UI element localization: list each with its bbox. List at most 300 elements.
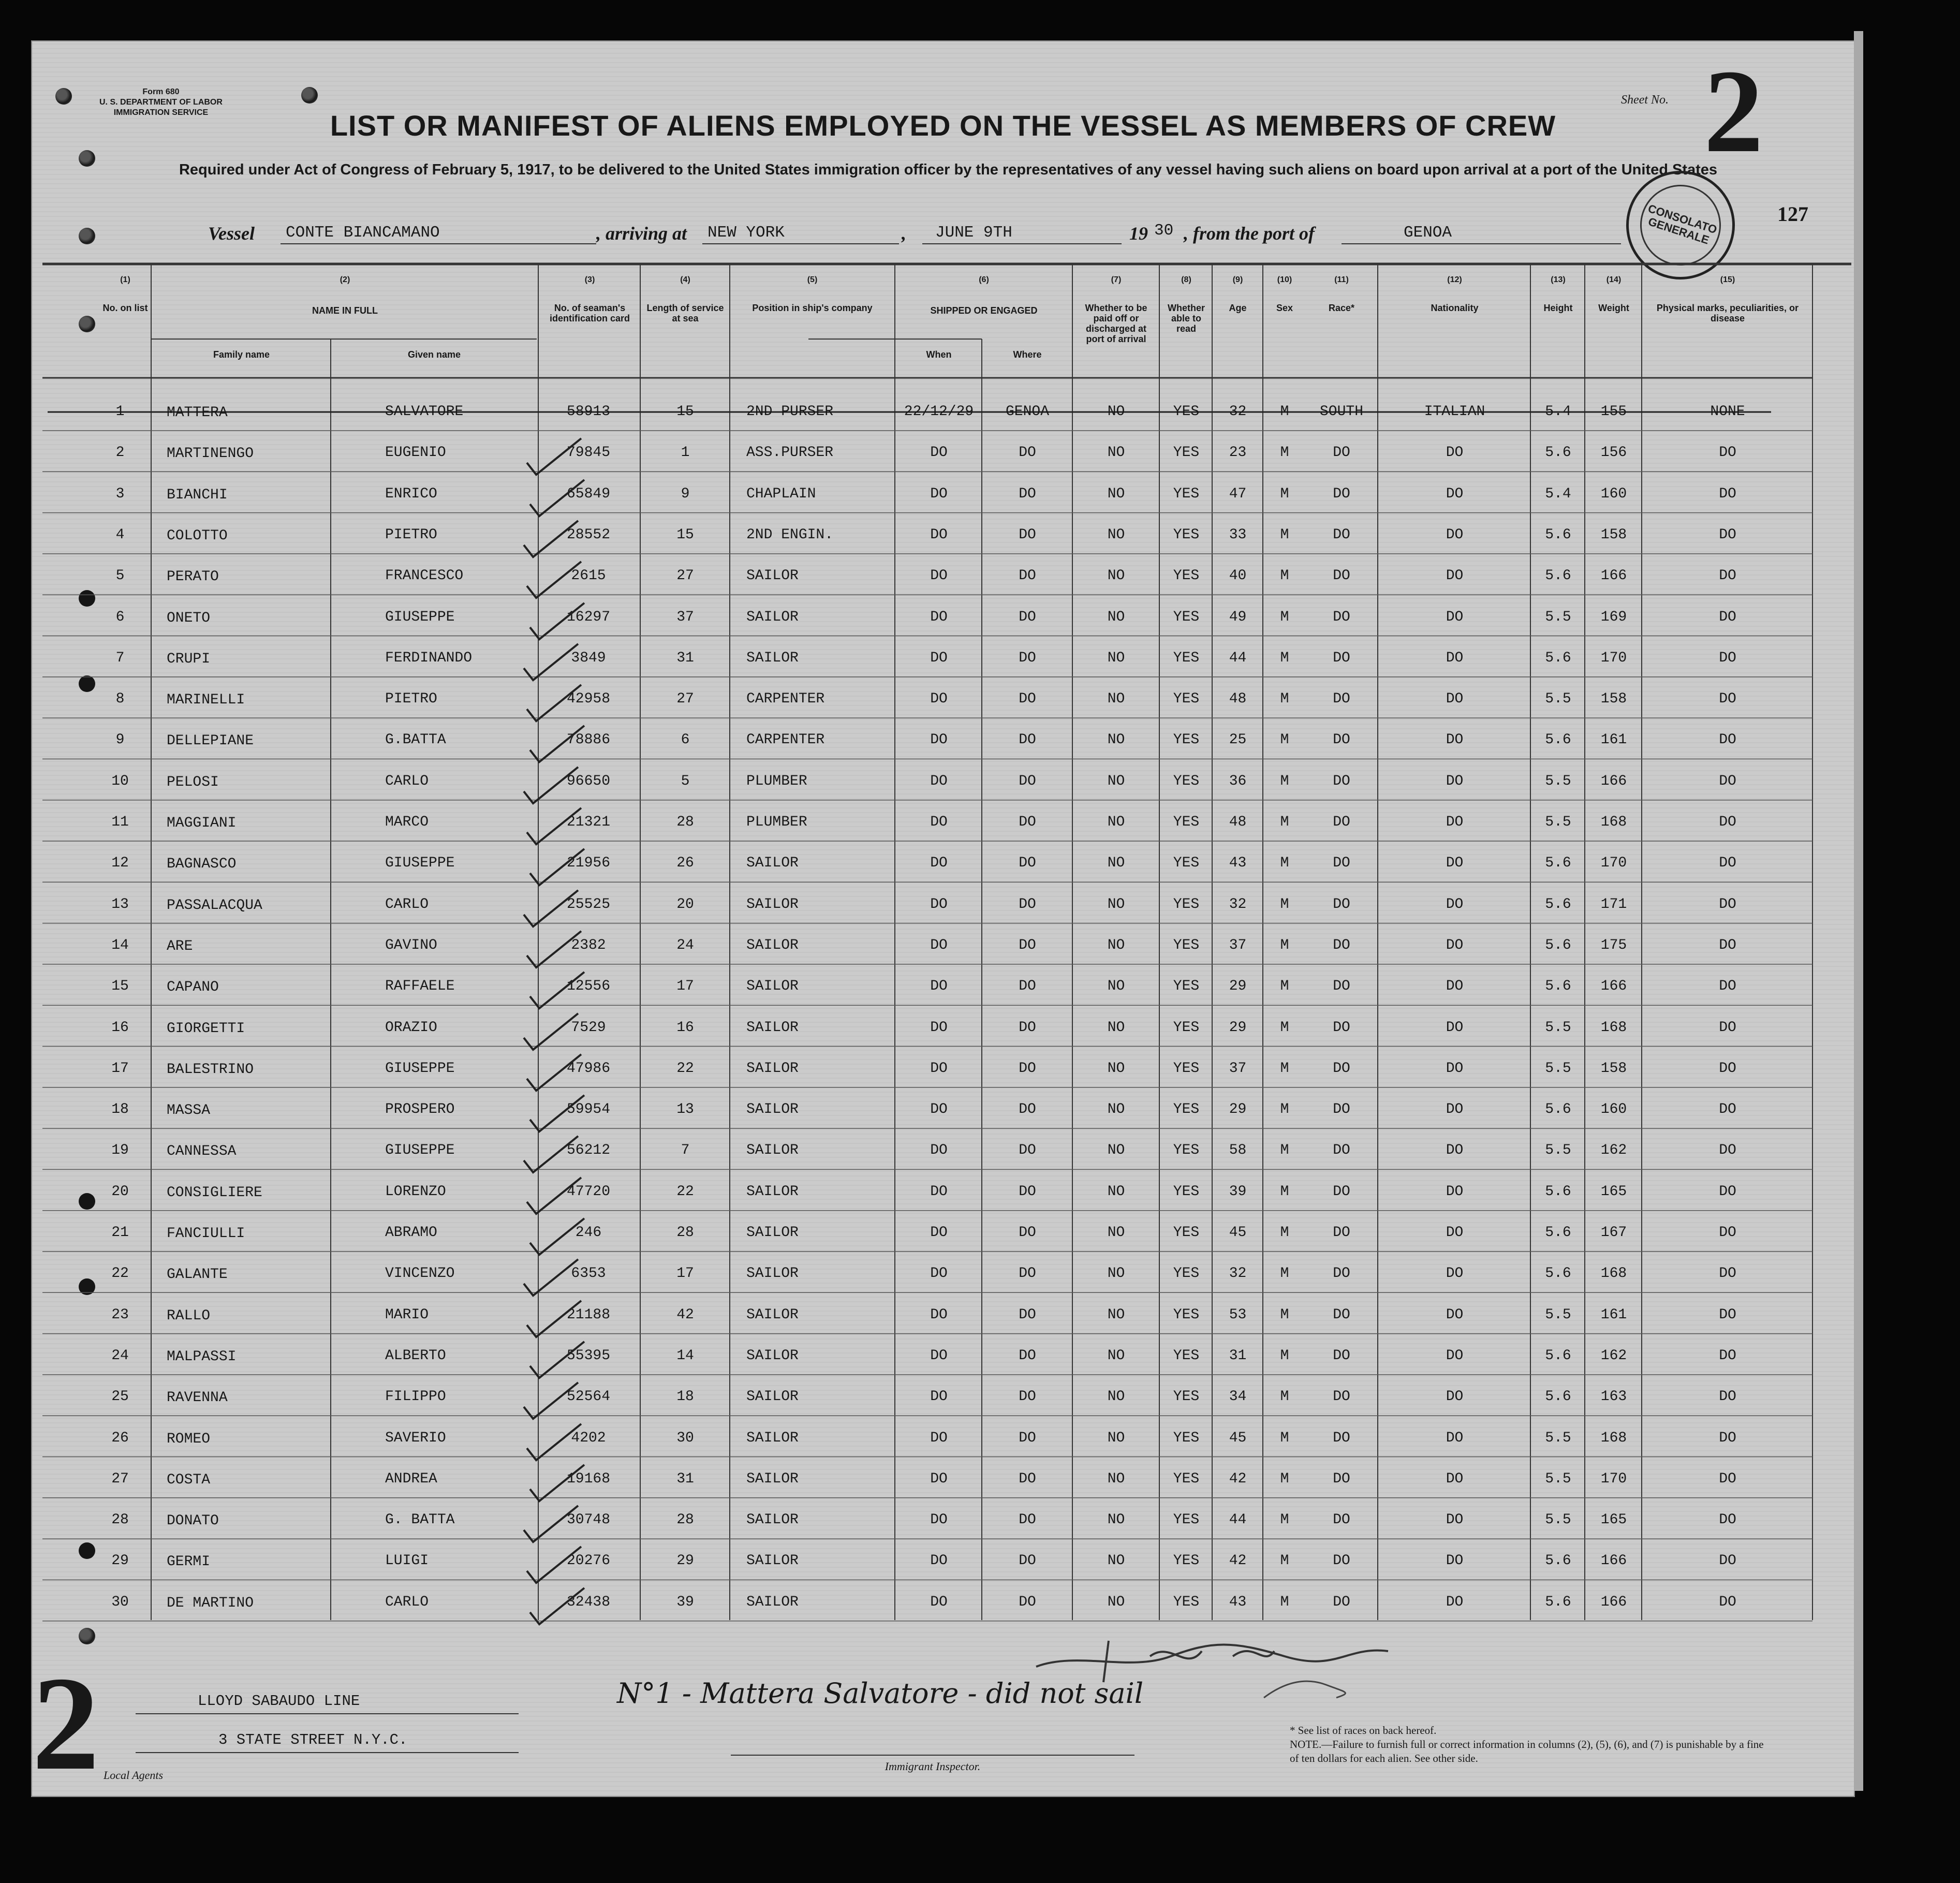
physical-marks: DO xyxy=(1719,1470,1736,1487)
sex: M xyxy=(1280,609,1289,625)
able-to-read: YES xyxy=(1173,937,1200,953)
row-number: 18 xyxy=(111,1101,129,1118)
column-header: Race* xyxy=(1328,303,1355,313)
sex: M xyxy=(1280,814,1289,830)
column-subheader: Where xyxy=(1013,349,1042,360)
sex: M xyxy=(1280,978,1289,995)
height: 5.6 xyxy=(1545,937,1571,953)
service-length: 28 xyxy=(676,1512,694,1528)
physical-marks: DO xyxy=(1719,691,1736,708)
given-name: GAVINO xyxy=(385,937,437,953)
shipped-where: DO xyxy=(1019,1594,1036,1610)
sex: M xyxy=(1280,1306,1289,1323)
age: 44 xyxy=(1229,650,1247,666)
family-name: CAPANO xyxy=(167,979,219,996)
nationality: DO xyxy=(1446,814,1464,830)
paid-off: NO xyxy=(1107,978,1125,995)
row-number: 9 xyxy=(115,732,125,748)
able-to-read: YES xyxy=(1173,486,1200,502)
height: 5.6 xyxy=(1545,855,1571,872)
race: DO xyxy=(1333,814,1350,830)
nationality: DO xyxy=(1446,896,1464,913)
column-subheader: Family name xyxy=(213,349,270,360)
seaman-id-card: 59954 xyxy=(566,1101,610,1118)
height: 5.6 xyxy=(1545,896,1571,913)
able-to-read: YES xyxy=(1173,855,1200,872)
paid-off: NO xyxy=(1107,1225,1125,1241)
paid-off: NO xyxy=(1107,650,1125,666)
sex: M xyxy=(1280,1142,1289,1159)
able-to-read: YES xyxy=(1173,978,1200,995)
sheet-number-footer: 2 xyxy=(32,1649,99,1798)
row-number: 7 xyxy=(115,650,125,666)
nationality: DO xyxy=(1446,568,1464,584)
race: DO xyxy=(1333,732,1350,748)
page-title: LIST OR MANIFEST OF ALIENS EMPLOYED ON THE VESSEL AS MEMBERS OF CREW xyxy=(330,109,1556,142)
check-mark xyxy=(513,517,586,563)
given-name: SAVERIO xyxy=(385,1430,446,1446)
paid-off: NO xyxy=(1107,1553,1125,1569)
weight: 158 xyxy=(1600,1060,1627,1077)
given-name: G.BATTA xyxy=(385,732,446,748)
family-name: CANNESSA xyxy=(167,1143,237,1160)
seaman-id-card: 19168 xyxy=(566,1470,610,1487)
nationality: DO xyxy=(1446,1470,1464,1487)
sex: M xyxy=(1280,1430,1289,1446)
shipped-when: DO xyxy=(930,814,948,830)
nationality: DO xyxy=(1446,650,1464,666)
height: 5.5 xyxy=(1545,1142,1571,1159)
age: 53 xyxy=(1229,1306,1247,1323)
family-name: DELLEPIANE xyxy=(167,733,254,749)
check-mark xyxy=(513,1132,586,1179)
shipped-when: DO xyxy=(930,896,948,913)
sex: M xyxy=(1280,1019,1289,1036)
paid-off: NO xyxy=(1107,1512,1125,1528)
sex: M xyxy=(1280,1470,1289,1487)
age: 48 xyxy=(1229,691,1247,708)
family-name: FANCIULLI xyxy=(167,1226,245,1242)
paid-off: NO xyxy=(1107,1470,1125,1487)
shipped-where: DO xyxy=(1019,650,1036,666)
row-number: 3 xyxy=(115,486,125,502)
shipped-when: DO xyxy=(930,732,948,748)
service-length: 29 xyxy=(676,1553,694,1569)
check-mark xyxy=(520,1337,592,1384)
age: 33 xyxy=(1229,526,1247,543)
height: 5.6 xyxy=(1545,1389,1571,1405)
nationality: DO xyxy=(1446,1225,1464,1241)
shipped-where: DO xyxy=(1019,1389,1036,1405)
nationality: DO xyxy=(1446,609,1464,625)
row-number: 29 xyxy=(111,1553,129,1569)
page-subtitle: Required under Act of Congress of February 5, 1917, to be delivered to the United States immigration officer by the representatives of any vessel having such aliens on board upon arrival at a port of the United States xyxy=(179,161,1718,178)
shipped-when: DO xyxy=(930,773,948,789)
weight: 168 xyxy=(1600,1430,1627,1446)
shipped-where: DO xyxy=(1019,855,1036,872)
seaman-id-card: 25525 xyxy=(566,896,610,913)
row-number: 14 xyxy=(111,937,129,953)
race: DO xyxy=(1333,896,1350,913)
paid-off: NO xyxy=(1107,404,1125,420)
sex: M xyxy=(1280,445,1289,461)
ship-position: SAILOR xyxy=(746,1225,799,1241)
stamp-number: 127 xyxy=(1777,202,1808,226)
family-name: CONSIGLIERE xyxy=(167,1184,262,1201)
service-length: 17 xyxy=(676,978,694,995)
height: 5.5 xyxy=(1545,814,1571,830)
seaman-id-card: 2615 xyxy=(571,568,606,584)
family-name: MAGGIANI xyxy=(167,815,237,831)
able-to-read: YES xyxy=(1173,1183,1200,1200)
row-number: 5 xyxy=(115,568,125,584)
shipped-when: DO xyxy=(930,1594,948,1610)
local-agents-label: Local Agents xyxy=(104,1769,164,1782)
column-number: (12) xyxy=(1447,275,1462,284)
able-to-read: YES xyxy=(1173,1266,1200,1282)
given-name: PIETRO xyxy=(385,526,437,543)
nationality: DO xyxy=(1446,1553,1464,1569)
service-length: 17 xyxy=(676,1266,694,1282)
service-length: 9 xyxy=(681,486,690,502)
physical-marks: DO xyxy=(1719,1225,1736,1241)
paid-off: NO xyxy=(1107,1389,1125,1405)
row-number: 24 xyxy=(111,1347,129,1364)
nationality: DO xyxy=(1446,732,1464,748)
seaman-id-card: 56212 xyxy=(566,1142,610,1159)
physical-marks: DO xyxy=(1719,526,1736,543)
given-name: LUIGI xyxy=(385,1553,429,1569)
weight: 160 xyxy=(1600,486,1627,502)
paid-off: NO xyxy=(1107,1594,1125,1610)
shipped-when: DO xyxy=(930,486,948,502)
given-name: RAFFAELE xyxy=(385,978,455,995)
weight: 156 xyxy=(1600,445,1627,461)
sex: M xyxy=(1280,1183,1289,1200)
column-header: Whether to be paid off or discharged at port of arrival xyxy=(1085,303,1147,344)
column-header: Physical marks, peculiarities, or disease xyxy=(1656,303,1799,323)
seaman-id-card: 78886 xyxy=(566,732,610,748)
ship-position: SAILOR xyxy=(746,650,799,666)
family-name: RALLO xyxy=(167,1307,211,1324)
row-number: 12 xyxy=(111,855,129,872)
physical-marks: DO xyxy=(1719,1553,1736,1569)
family-name: ROMEO xyxy=(167,1431,211,1447)
nationality: DO xyxy=(1446,855,1464,872)
race: DO xyxy=(1333,1183,1350,1200)
sex: M xyxy=(1280,1266,1289,1282)
weight: 158 xyxy=(1600,691,1627,708)
age: 32 xyxy=(1229,896,1247,913)
family-name: BALESTRINO xyxy=(167,1061,254,1078)
column-number: (6) xyxy=(979,275,989,284)
family-name: COSTA xyxy=(167,1472,211,1488)
year-prefix: 19 xyxy=(1129,223,1148,244)
height: 5.6 xyxy=(1545,1183,1571,1200)
service-length: 20 xyxy=(676,896,694,913)
ship-position: SAILOR xyxy=(746,1019,799,1036)
service-length: 37 xyxy=(676,609,694,625)
weight: 162 xyxy=(1600,1347,1627,1364)
height: 5.5 xyxy=(1545,1470,1571,1487)
height: 5.5 xyxy=(1545,691,1571,708)
given-name: G. BATTA xyxy=(385,1512,455,1528)
age: 32 xyxy=(1229,1266,1247,1282)
seaman-id-card: 58913 xyxy=(566,404,610,420)
footnote-penalty: NOTE.—Failure to furnish full or correct information in columns (2), (5), (6), and (7) is punishable by a fine of ten dollars for each alien. See other side. xyxy=(1290,1738,1764,1764)
paid-off: NO xyxy=(1107,445,1125,461)
check-mark xyxy=(520,1461,592,1507)
family-name: DONATO xyxy=(167,1513,219,1529)
shipped-where: DO xyxy=(1019,1553,1036,1569)
given-name: CARLO xyxy=(385,773,429,789)
row-number: 19 xyxy=(111,1142,129,1159)
shipped-when: DO xyxy=(930,937,948,953)
shipped-where: DO xyxy=(1019,896,1036,913)
race: DO xyxy=(1333,1142,1350,1159)
handwritten-note: N°1 - Mattera Salvatore - did not sail xyxy=(617,1677,1144,1710)
column-number: (11) xyxy=(1334,275,1349,284)
physical-marks: DO xyxy=(1719,978,1736,995)
row-number: 27 xyxy=(111,1470,129,1487)
sex: M xyxy=(1280,650,1289,666)
check-mark xyxy=(513,763,586,810)
race: DO xyxy=(1333,1306,1350,1323)
column-number: (9) xyxy=(1232,275,1243,284)
shipped-where: DO xyxy=(1019,1183,1036,1200)
able-to-read: YES xyxy=(1173,526,1200,543)
shipped-where: GENOA xyxy=(1005,404,1049,420)
family-name: BAGNASCO xyxy=(167,856,237,873)
service-length: 15 xyxy=(676,526,694,543)
given-name: SALVATORE xyxy=(385,404,464,420)
race: DO xyxy=(1333,609,1350,625)
service-length: 27 xyxy=(676,691,694,708)
shipped-when: DO xyxy=(930,1512,948,1528)
ship-position: CARPENTER xyxy=(746,691,825,708)
check-mark xyxy=(520,722,592,768)
physical-marks: DO xyxy=(1719,1430,1736,1446)
race: DO xyxy=(1333,1389,1350,1405)
seaman-id-card: 65849 xyxy=(566,486,610,502)
weight: 168 xyxy=(1600,1019,1627,1036)
column-number: (2) xyxy=(340,275,350,284)
vessel-label: Vessel xyxy=(208,223,255,244)
family-name: PELOSI xyxy=(167,774,219,790)
given-name: MARCO xyxy=(385,814,429,830)
race: DO xyxy=(1333,1347,1350,1364)
stamp-text: CONSOLATO GENERALE xyxy=(1630,174,1732,276)
weight: 167 xyxy=(1600,1225,1627,1241)
able-to-read: YES xyxy=(1173,404,1200,420)
height: 5.4 xyxy=(1545,486,1571,502)
nationality: DO xyxy=(1446,486,1464,502)
weight: 169 xyxy=(1600,609,1627,625)
given-name: GIUSEPPE xyxy=(385,1142,455,1159)
check-mark xyxy=(513,1009,586,1056)
column-header: No. on list xyxy=(102,303,148,313)
form-number: Form 680 xyxy=(142,87,180,96)
weight: 161 xyxy=(1600,732,1627,748)
paid-off: NO xyxy=(1107,1306,1125,1323)
shipped-when: DO xyxy=(930,1389,948,1405)
shipped-when: DO xyxy=(930,1225,948,1241)
seaman-id-card: 79845 xyxy=(566,445,610,461)
physical-marks: DO xyxy=(1719,814,1736,830)
shipped-where: DO xyxy=(1019,978,1036,995)
row-number: 4 xyxy=(115,526,125,543)
column-number: (15) xyxy=(1720,275,1735,284)
race: DO xyxy=(1333,1225,1350,1241)
ship-position: SAILOR xyxy=(746,1594,799,1610)
check-mark xyxy=(520,1091,592,1138)
shipped-when: DO xyxy=(930,1306,948,1323)
height: 5.6 xyxy=(1545,1101,1571,1118)
row-number: 25 xyxy=(111,1389,129,1405)
row-number: 21 xyxy=(111,1225,129,1241)
check-mark xyxy=(517,434,589,481)
column-header: No. of seaman's identification card xyxy=(549,303,630,323)
sex: M xyxy=(1280,1225,1289,1241)
age: 44 xyxy=(1229,1512,1247,1528)
row-number: 26 xyxy=(111,1430,129,1446)
weight: 170 xyxy=(1600,855,1627,872)
family-name: RAVENNA xyxy=(167,1390,228,1406)
seaman-id-card: 47720 xyxy=(566,1183,610,1200)
footnote xyxy=(1290,1724,1766,1766)
weight: 171 xyxy=(1600,896,1627,913)
able-to-read: YES xyxy=(1173,650,1200,666)
sex: M xyxy=(1280,773,1289,789)
nationality: DO xyxy=(1446,978,1464,995)
line-name: LLOYD SABAUDO LINE xyxy=(198,1693,360,1710)
service-length: 30 xyxy=(676,1430,694,1446)
physical-marks: DO xyxy=(1719,732,1736,748)
ship-position: SAILOR xyxy=(746,855,799,872)
able-to-read: YES xyxy=(1173,1470,1200,1487)
physical-marks: DO xyxy=(1719,486,1736,502)
sheet-number: 2 xyxy=(1704,45,1763,177)
nationality: DO xyxy=(1446,1019,1464,1036)
race: DO xyxy=(1333,1019,1350,1036)
physical-marks: NONE xyxy=(1710,404,1745,420)
able-to-read: YES xyxy=(1173,732,1200,748)
row-number: 15 xyxy=(111,978,129,995)
column-number: (1) xyxy=(120,275,130,284)
able-to-read: YES xyxy=(1173,1060,1200,1077)
weight: 162 xyxy=(1600,1142,1627,1159)
age: 48 xyxy=(1229,814,1247,830)
shipped-where: DO xyxy=(1019,568,1036,584)
physical-marks: DO xyxy=(1719,1389,1736,1405)
nationality: DO xyxy=(1446,526,1464,543)
race: DO xyxy=(1333,486,1350,502)
age: 29 xyxy=(1229,1101,1247,1118)
check-mark xyxy=(517,1297,589,1343)
service-length: 13 xyxy=(676,1101,694,1118)
physical-marks: DO xyxy=(1719,1101,1736,1118)
nationality: DO xyxy=(1446,691,1464,708)
check-mark xyxy=(517,681,589,727)
check-mark xyxy=(520,476,592,522)
weight: 166 xyxy=(1600,978,1627,995)
weight: 158 xyxy=(1600,526,1627,543)
given-name: CARLO xyxy=(385,1594,429,1610)
physical-marks: DO xyxy=(1719,855,1736,872)
shipped-where: DO xyxy=(1019,1430,1036,1446)
able-to-read: YES xyxy=(1173,1594,1200,1610)
family-name: MATTERA xyxy=(167,405,228,421)
shipped-when: DO xyxy=(930,1019,948,1036)
check-mark xyxy=(520,845,592,891)
seaman-id-card: 47986 xyxy=(566,1060,610,1077)
age: 45 xyxy=(1229,1430,1247,1446)
shipped-when: DO xyxy=(930,1101,948,1118)
age: 23 xyxy=(1229,445,1247,461)
paid-off: NO xyxy=(1107,814,1125,830)
seaman-id-card: 30748 xyxy=(566,1512,610,1528)
physical-marks: DO xyxy=(1719,937,1736,953)
row-number: 11 xyxy=(111,814,129,830)
age: 31 xyxy=(1229,1347,1247,1364)
height: 5.5 xyxy=(1545,609,1571,625)
race: DO xyxy=(1333,1470,1350,1487)
shipped-where: DO xyxy=(1019,1019,1036,1036)
service-length: 28 xyxy=(676,1225,694,1241)
column-header: SHIPPED OR ENGAGED xyxy=(930,305,1038,316)
shipped-where: DO xyxy=(1019,1101,1036,1118)
height: 5.5 xyxy=(1545,773,1571,789)
age: 29 xyxy=(1229,1019,1247,1036)
nationality: DO xyxy=(1446,1306,1464,1323)
column-header: Sex xyxy=(1276,303,1293,313)
nationality: DO xyxy=(1446,1101,1464,1118)
row-number: 17 xyxy=(111,1060,129,1077)
race: DO xyxy=(1333,1060,1350,1077)
given-name: GIUSEPPE xyxy=(385,855,455,872)
check-mark xyxy=(520,968,592,1014)
row-number: 10 xyxy=(111,773,129,789)
physical-marks: DO xyxy=(1719,1594,1736,1610)
paid-off: NO xyxy=(1107,486,1125,502)
able-to-read: YES xyxy=(1173,814,1200,830)
sex: M xyxy=(1280,1553,1289,1569)
physical-marks: DO xyxy=(1719,609,1736,625)
service-length: 15 xyxy=(676,404,694,420)
age: 37 xyxy=(1229,937,1247,953)
check-mark xyxy=(513,640,586,686)
seaman-id-card: 246 xyxy=(575,1225,602,1241)
given-name: ABRAMO xyxy=(385,1225,437,1241)
paid-off: NO xyxy=(1107,732,1125,748)
shipped-when: 22/12/29 xyxy=(904,404,974,420)
race: DO xyxy=(1333,1266,1350,1282)
family-name: DE MARTINO xyxy=(167,1595,254,1611)
arrival-date: JUNE 9TH xyxy=(935,224,1012,242)
agent-address: 3 STATE STREET N.Y.C. xyxy=(218,1731,408,1748)
given-name: PIETRO xyxy=(385,691,437,708)
seaman-id-card: 55395 xyxy=(566,1347,610,1364)
column-number: (7) xyxy=(1111,275,1122,284)
sex: M xyxy=(1280,486,1289,502)
able-to-read: YES xyxy=(1173,896,1200,913)
family-name: GALANTE xyxy=(167,1267,228,1283)
able-to-read: YES xyxy=(1173,1389,1200,1405)
age: 25 xyxy=(1229,732,1247,748)
ship-position: 2ND PURSER xyxy=(746,404,834,420)
paid-off: NO xyxy=(1107,1060,1125,1077)
race: SOUTH xyxy=(1319,404,1363,420)
